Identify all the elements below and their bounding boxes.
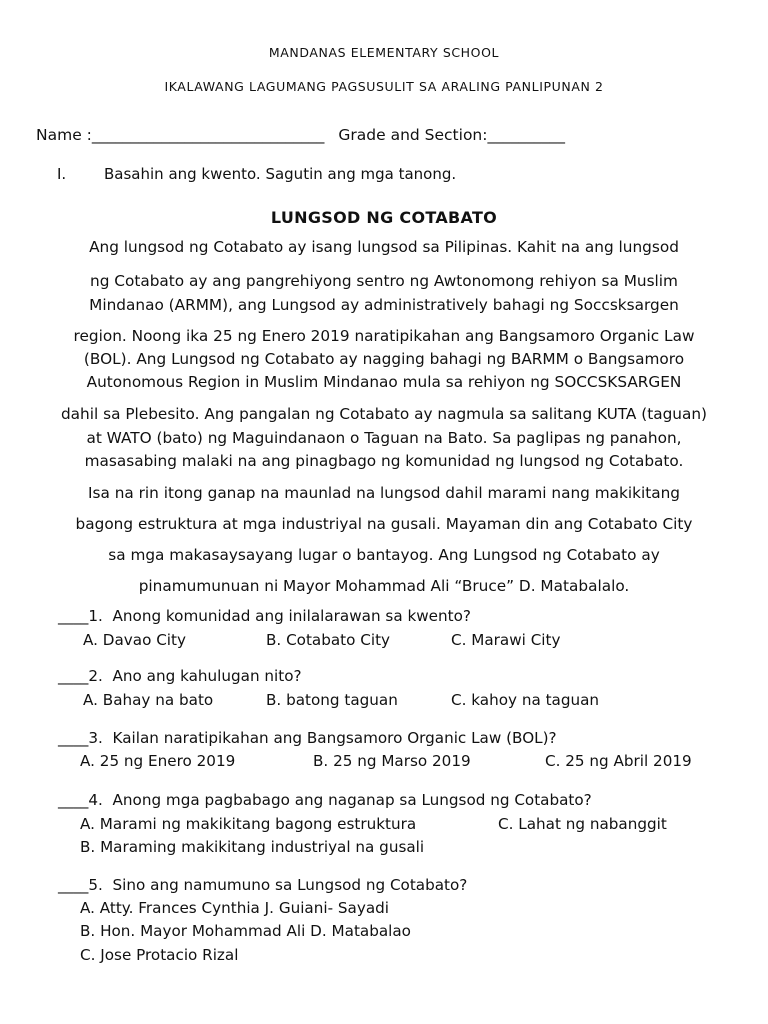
story-line: Autonomous Region in Muslim Mindanao mula sa rehiyon ng SOCCSKSARGEN [86,373,682,391]
choice-a: A. Bahay na bato [83,691,214,709]
choice-c: C. kahoy na taguan [451,691,600,709]
story-line: Ang lungsod ng Cotabato ay isang lungsod sa Pilipinas. Kahit na ang lungsod [89,238,679,256]
question-1 [58,607,471,625]
story-title: LUNGSOD NG COTABATO [270,208,498,227]
story-line: pinamumunuan ni Mayor Mohammad Ali “Bruce” D. Matabalalo. [138,577,630,595]
choice-c: C. Marawi City [451,631,561,649]
choice-a: A. Atty. Frances Cynthia J. Guiani- Sayadi [80,899,389,917]
answer-blank[interactable]: ____2. [58,667,103,685]
story-line: bagong estruktura at mga industriyal na gusali. Mayaman din ang Cotabato City [75,515,693,533]
name-field-label: Name :______________________________ [36,126,325,144]
question-text: Ano ang kahulugan nito? [112,667,302,685]
story-line: dahil sa Plebesito. Ang pangalan ng Cotabato ay nagmula sa salitang KUTA (taguan) [60,405,708,423]
answer-blank[interactable]: ____4. [58,791,103,809]
question-text: Kailan naratipikahan ang Bangsamoro Organic Law (BOL)? [112,729,557,747]
question-text: Anong mga pagbabago ang naganap sa Lungsod ng Cotabato? [112,791,592,809]
choice-a: A. Davao City [83,631,186,649]
choice-c: C. 25 ng Abril 2019 [545,752,692,770]
student-info-row [36,126,565,144]
question-text: Sino ang namumuno sa Lungsod ng Cotabato? [112,876,468,894]
question-text: Anong komunidad ang inilalarawan sa kwento? [112,607,471,625]
choice-c: C. Jose Protacio Rizal [80,946,239,964]
question-3 [58,729,557,747]
instruction-number: I. [57,165,67,183]
school-name: MANDANAS ELEMENTARY SCHOOL [268,45,500,60]
story-line: ng Cotabato ay ang pangrehiyong sentro ng Awtonomong rehiyon sa Muslim [90,272,678,290]
answer-blank[interactable]: ____1. [58,607,103,625]
instruction-text: Basahin ang kwento. Sagutin ang mga tanong. [104,165,457,183]
question-5 [58,876,467,894]
story-line: region. Noong ika 25 ng Enero 2019 naratipikahan ang Bangsamoro Organic Law [73,327,695,345]
answer-blank[interactable]: ____3. [58,729,103,747]
exam-title: IKALAWANG LAGUMANG PAGSUSULIT SA ARALING PANLIPUNAN 2 [164,79,604,94]
question-2 [58,667,302,685]
story-line: at WATO (bato) ng Maguindanaon o Taguan na Bato. Sa paglipas ng panahon, [86,429,682,447]
choice-a: A. 25 ng Enero 2019 [80,752,236,770]
story-line: Isa na rin itong ganap na maunlad na lungsod dahil marami nang makikitang [87,484,680,502]
choice-b: B. Maraming makikitang industriyal na gusali [80,838,425,856]
choice-b: B. 25 ng Marso 2019 [313,752,471,770]
grade-section-field-label: Grade and Section:__________ [338,126,565,144]
choice-b: B. Cotabato City [266,631,391,649]
choice-c: C. Lahat ng nabanggit [498,815,667,833]
story-line: sa mga makasaysayang lugar o bantayog. Ang Lungsod ng Cotabato ay [108,546,660,564]
story-line: Mindanao (ARMM), ang Lungsod ay administratively bahagi ng Soccsksargen [89,296,679,314]
choice-a: A. Marami ng makikitang bagong estruktura [80,815,417,833]
choice-b: B. Hon. Mayor Mohammad Ali D. Matabalao [80,922,411,940]
answer-blank[interactable]: ____5. [58,876,103,894]
question-4 [58,791,592,809]
story-line: masasabing malaki na ang pinagbago ng komunidad ng lungsod ng Cotabato. [84,452,684,470]
story-line: (BOL). Ang Lungsod ng Cotabato ay nagging bahagi ng BARMM o Bangsamoro [83,350,685,368]
choice-b: B. batong taguan [266,691,398,709]
